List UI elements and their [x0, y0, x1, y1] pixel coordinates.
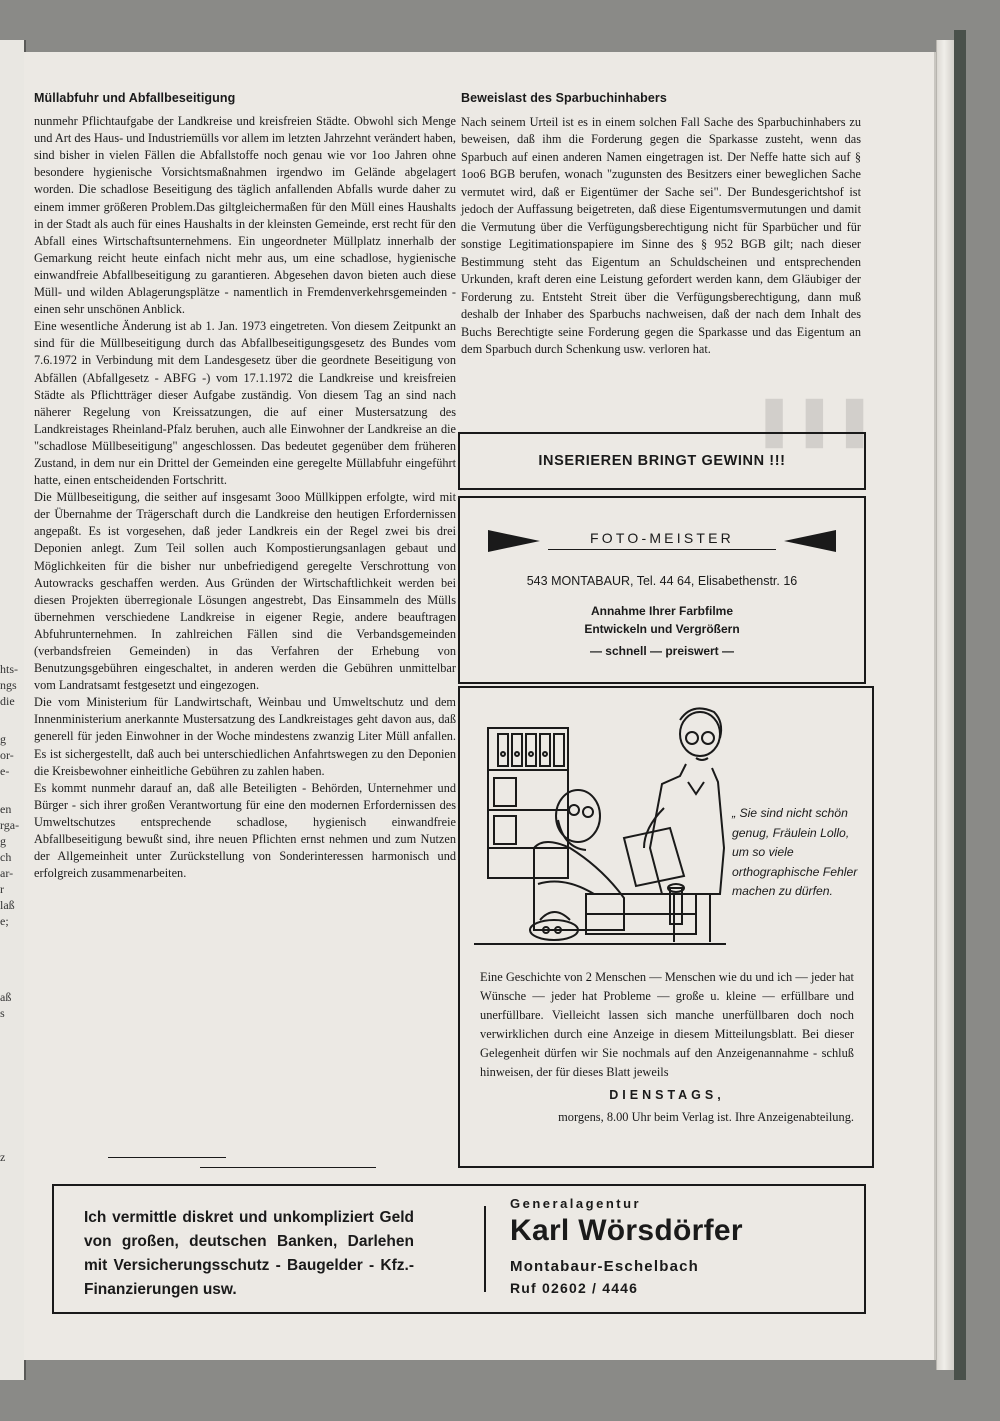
agent-name: Karl Wörsdörfer [510, 1214, 743, 1247]
foto-title: FOTO-MEISTER [548, 530, 776, 550]
page-stack-edge [936, 40, 955, 1370]
spine-fragment: die [0, 694, 15, 708]
spine-fragment: aß [0, 990, 12, 1004]
article-heading: Müllabfuhr und Abfallbeseitigung [34, 91, 236, 105]
cartoon-paragraph: Eine Geschichte von 2 Menschen — Menschen wie du und ich — jeder hat Wünsche — jeder hat Probleme — große u. kleine — erfüllbare und unerfüllbare. Vielleicht lassen sich manche unerfüllbaren doch noch verwirklichen durch eine Anzeige in diesem Mitteilungsblatt. Bei dieser Gelegenheit dürfen wir Sie nochmals auf den Anzeigenannahme - schluß hinweisen, der für dieses Blatt jeweils [480, 970, 854, 1079]
arrow-right-icon [488, 526, 540, 556]
article-paragraph: Eine wesentliche Änderung ist ab 1. Jan. 1973 eingetreten. Von diesem Zeitpunkt an sind für die Müllbeseitigung durch das Abfallbeseitigungsgesetz des Bundes vom 7.6.1972 in Verbindung mit dem Landesgesetz über die geordnete Beseitigung von Abfällen (Abfallgesetz - ABFG -) vom 17.1.1972 die Landkreise und kreisfreien Städte als Pflichtträger dieser Aufgabe zuständig. Von diesem Tag an sind nach näherer Regelung von Kreissatzungen, die auf einer Mustersatzung des Landkreistages Rheinland-Pfalz beruhen, auch alle Einwohner der Landkreise an die "schadlose Müllbeseitigung" angeschlossen. Das bedeutet gegenüber dem früheren Zustand, in dem nur ein Drittel der Gemeinden eine geregelte Müllabfuhr eingeführt hatte, einen entscheidenden Fortschritt. [34, 319, 456, 488]
bank-offer-text: Ich vermittle diskret und unkompliziert Geld von großen, deutschen Banken, Darlehen mit Versicherungsschutz - Baugelder - Kfz.-Finanzierungen usw. [84, 1209, 414, 1298]
article-sparbuch [461, 90, 861, 359]
foto-service-line: Annahme Ihrer Farbfilme [590, 604, 734, 618]
deadline-closing: morgens, 8.00 Uhr beim Verlag ist. Ihre Anzeigenabteilung. [558, 1110, 854, 1124]
end-rule [200, 1167, 376, 1168]
agent-phone: Ruf 02602 / 4446 [510, 1280, 639, 1296]
cartoon-body [480, 968, 854, 1127]
spine-fragment: ngs [0, 678, 17, 692]
article-paragraph: Die Müllbeseitigung, die seither auf insgesamt 3ooo Müllkippen erfolgte, wird mit der Übernahme der Trägerschaft durch die Landkreise den heutigen Erfordernissen angepaßt. Es ist vorgesehen, daß jeder Landkreis ein der Regel zwei bis drei Deponien anlegt. Zum Teil sollen auch Kompostierungsanlagen gebaut und Möglichkeiten für die bisher nur unbefriedigend geregelte Verschrottung von Autowracks geschaffen werden. Aus Gründen der Wirtschaftlichkeit werden bei diesen Projekten überregionale Lösungen angestrebt, Das Einsammeln des Mülls übernehmen verschiedene Landkreise in eigener Regie, andere beauftragen Abfuhrunternehmen. In zahlreichen Fällen sind die Verbandsgemeinden (verbandsfreien Gemeinden) in das Verfahren der Erhebung von Benutzungsgebühren eingeschaltet, in anderen werden die Gebühren unmittelbar vom Landratsamt festgesetzt und eingezogen. [34, 490, 456, 693]
ad-cartoon [458, 686, 874, 1168]
spine-fragment: ar- [0, 866, 14, 880]
spine-fragment: e- [0, 764, 10, 778]
arrow-left-icon [784, 526, 836, 556]
article-paragraph: Es kommt nunmehr darauf an, daß alle Beteiligten - Behörden, Unternehmer und Bürger - sich ihrer großen Verantwortung für eine den modernen Erfordernissen des Umweltschutzes entsprechende schadlose, hygienisch einwandfreie Abfallbeseitigung bewußt sind, ihre neuen Pflichten ernst nehmen und zum Nutzen der Allgemeinheit unter Zurückstellung von Sonderinteressen harmonisch und erfolgreich zusammenarbeiten. [34, 780, 456, 881]
end-rule [108, 1157, 226, 1158]
spine-fragment: g [0, 834, 6, 848]
article-muellabfuhr [34, 90, 456, 882]
article-paragraph: Die vom Ministerium für Landwirtschaft, Weinbau und Umweltschutz und dem Innenministerium anerkannte Mustersatzung des Landkreistages geht davon aus, daß generell für jeden Einwohner in der Woche mindestens zwanzig Liter Müll anfallen. Es ist sichergestellt, daß auch bei unterschiedlichen Anfahrtswegen zu den Deponien die Kreisbewohner einheitliche Gebühren zu zahlen haben. [34, 695, 456, 778]
previous-page-edge [0, 40, 26, 1380]
spine-fragment: s [0, 1006, 5, 1020]
spine-fragment: e; [0, 914, 9, 928]
ad-generalagentur [52, 1184, 866, 1314]
spine-fragment: z [0, 1150, 6, 1164]
agent-city: Montabaur-Eschelbach [510, 1258, 700, 1275]
article-paragraph: Nach seinem Urteil ist es in einem solchen Fall Sache des Sparbuchinhabers zu beweisen, daß ihm die Forderung gegen die Sparkasse zusteht, wenn das Sparbuch auf einen anderen Namen eingetragen ist. Der Neffe hatte sich auf § 1oo6 BGB berufen, wonach "zugunsten des Besitzers einer beweglichen Sache vermutet wird, daß er Eigentümer der Sache sei". Der Bundesgerichtshof ist jedoch der Auffassung beigetreten, daß diese Eigentumsvermutungen und damit die Vermutung über die Verfügungsberechtigung nicht für Sparbücher und für sonstige Legitimationspapiere im Sinne des § 952 BGB gilt; nach dieser Bestimmung steht das Eigentum an Schuldscheinen und entsprechenden Urkunden, kraft deren eine Leistung gefordert werden kann, dem Gläubiger der Forderung zu. Entsteht Streit über die Verfügungsberechtigung, dann muß deshalb der Inhaber des Sparbuchs nachweisen, daß der nach dem Inhalt des Buchs Berechtigte seine Forderung gegen die Sparkasse und das Eigentum an dem Sparbuch durch Schenkung usw. verloren hat. [461, 114, 861, 356]
cartoon-caption: „ Sie sind nicht schön genug, Fräulein Lollo, um so viele orthographische Fehler machen zu dürfen. [732, 806, 858, 898]
ad-divider [484, 1206, 486, 1292]
ad-foto-meister [458, 496, 866, 684]
article-heading: Beweislast des Sparbuchinhabers [461, 91, 667, 105]
spine-fragment: en [0, 802, 12, 816]
foto-address: 543 MONTABAUR, Tel. 44 64, Elisabethenstr. 16 [526, 574, 798, 588]
spine-fragment: g [0, 732, 6, 746]
article-paragraph: nunmehr Pflichtaufgabe der Landkreise und kreisfreien Städte. Obwohl sich Menge und Art des Haus- und Industriemülls vor allem im letzten Jahrzehnt verändert haben, sind bisher in vielen Fällen die Abfallstoffe noch genau wie vor 1oo Jahren ohne besondere hygienische Vorsichtsmaßnahmen irgendwo im Gelände abgelagert worden. Die schadlose Beseitigung des täglich anfallenden Abfalls wurde daher zu einem immer größeren Problem.Das giltgleichermaßen für den Müll eines Haushalts in der Stadt als auch für eines Haushalts in der kleinsten Gemeinde, erst recht für den Abfall eines Wirtschaftsunternehmens. Ein ungeordneter Müllplatz innerhalb der Gemarkung reicht heute einfach nicht mehr aus, um eine schadlose, hygienische einwandfreie Abfallbeseitigung zu garantieren. Abgesehen davon bieten auch diese Müll- und wilden Ablagerungsplätze - namentlich in Fremdenverkehrsgemeinden - einen sehr unschönen Anblick. [34, 114, 456, 317]
spine-fragment: hts- [0, 662, 18, 676]
spine-fragment: rga- [0, 818, 20, 832]
newsletter-page [24, 52, 936, 1360]
foto-tagline: — schnell — preiswert — [589, 644, 735, 658]
spine-fragment: ch [0, 850, 12, 864]
spine-fragment: laß [0, 898, 15, 912]
agency-label: Generalagentur [510, 1196, 642, 1211]
bleed-through-mark: ❚❚❚ [754, 394, 875, 447]
ad-inserieren [458, 432, 866, 490]
binder-cover [954, 30, 966, 1380]
cartoon-illustration [474, 698, 726, 956]
deadline-weekday: DIENSTAGS, [609, 1088, 725, 1102]
spine-fragment: or- [0, 748, 14, 762]
spine-fragment: r [0, 882, 4, 896]
foto-title-row [488, 526, 836, 556]
ad-slogan: INSERIEREN BRINGT GEWINN !!! [538, 453, 786, 469]
foto-service-line: Entwickeln und Vergrößern [584, 622, 740, 636]
